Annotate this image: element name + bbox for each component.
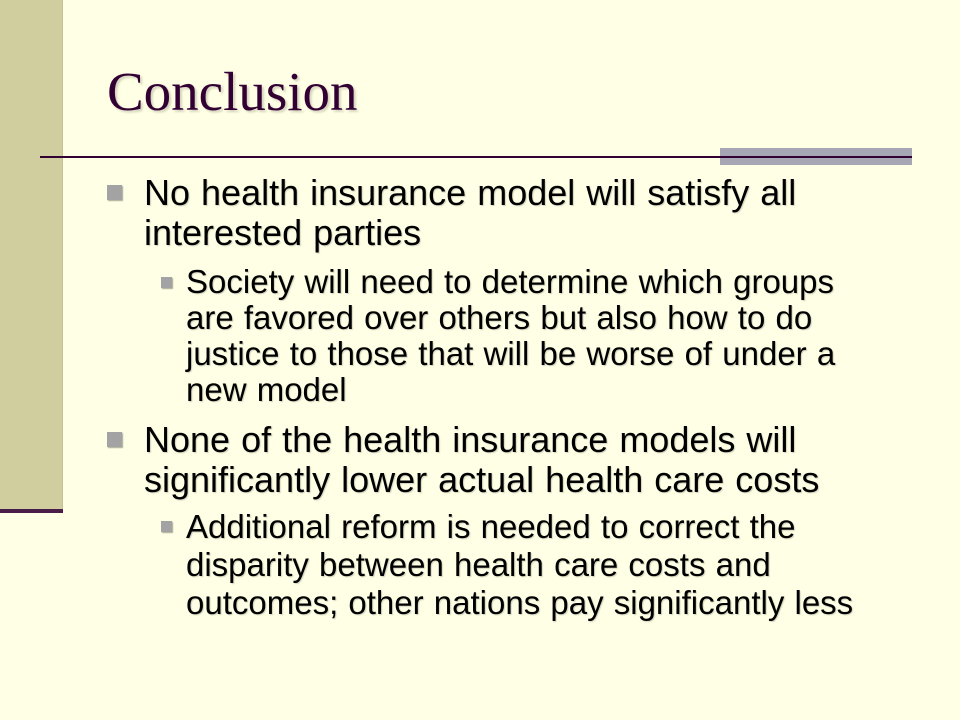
sub-bullet-text: Additional reform is needed to correct the disparity between health care costs and outcomes; other nations pay significantly less [186, 508, 854, 621]
bullet-text: None of the health insurance models will significantly lower actual health care costs [144, 419, 820, 500]
square-bullet-icon [161, 521, 172, 532]
square-bullet-icon [107, 185, 122, 200]
bullet-text: No health insurance model will satisfy all interested parties [144, 172, 797, 253]
side-band-rule [0, 509, 63, 513]
slide-title: Conclusion [107, 61, 358, 122]
sub-bullet-text: Society will need to determine which groups are favored over others but also how to do justice to those that will be worse of under a new model [186, 263, 836, 408]
square-bullet-icon [161, 277, 172, 288]
title-rule [40, 156, 912, 158]
square-bullet-icon [107, 432, 122, 447]
side-band [0, 0, 63, 509]
